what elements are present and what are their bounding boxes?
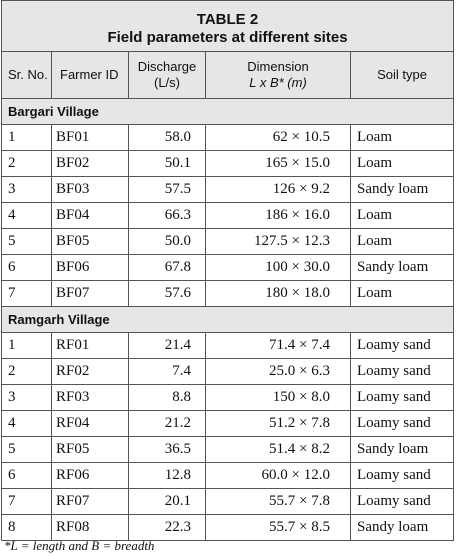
cell-discharge: 21.4	[129, 333, 206, 359]
cell-dimension: 71.4 × 7.4	[206, 333, 351, 359]
table-container	[1, 0, 453, 541]
cell-soil-type: Loamy sand	[351, 385, 454, 411]
table-footnote: *L = length and B = breadth	[4, 538, 155, 553]
header-row	[2, 52, 454, 99]
table-row	[2, 281, 454, 307]
table-row	[2, 385, 454, 411]
cell-soil-type: Loam	[351, 281, 454, 307]
group-row	[2, 99, 454, 125]
cell-soil-type: Loamy sand	[351, 333, 454, 359]
cell-farmer-id: RF08	[52, 515, 129, 541]
cell-farmer-id: RF03	[52, 385, 129, 411]
table-row	[2, 203, 454, 229]
header-dimension-unit: L x B* (m)	[249, 75, 307, 90]
table-row	[2, 255, 454, 281]
group-row	[2, 307, 454, 333]
header-discharge	[129, 52, 206, 99]
header-farmer-id: Farmer ID	[52, 52, 129, 99]
cell-dimension: 55.7 × 8.5	[206, 515, 351, 541]
header-dimension	[206, 52, 351, 99]
cell-soil-type: Sandy loam	[351, 177, 454, 203]
cell-farmer-id: BF05	[52, 229, 129, 255]
cell-discharge: 12.8	[129, 463, 206, 489]
header-sr-no: Sr. No.	[2, 52, 52, 99]
cell-dimension: 60.0 × 12.0	[206, 463, 351, 489]
cell-discharge: 58.0	[129, 125, 206, 151]
cell-dimension: 25.0 × 6.3	[206, 359, 351, 385]
cell-farmer-id: BF01	[52, 125, 129, 151]
cell-discharge: 7.4	[129, 359, 206, 385]
cell-sr: 5	[2, 437, 52, 463]
table-row	[2, 333, 454, 359]
cell-soil-type: Loamy sand	[351, 463, 454, 489]
table-row	[2, 411, 454, 437]
cell-farmer-id: BF02	[52, 151, 129, 177]
table-label: TABLE 2	[196, 11, 259, 28]
cell-dimension: 150 × 8.0	[206, 385, 351, 411]
cell-discharge: 20.1	[129, 489, 206, 515]
cell-dimension: 126 × 9.2	[206, 177, 351, 203]
cell-soil-type: Loam	[351, 151, 454, 177]
cell-sr: 1	[2, 333, 52, 359]
cell-discharge: 57.6	[129, 281, 206, 307]
cell-discharge: 22.3	[129, 515, 206, 541]
cell-dimension: 180 × 18.0	[206, 281, 351, 307]
cell-soil-type: Sandy loam	[351, 255, 454, 281]
cell-sr: 4	[2, 203, 52, 229]
table-row	[2, 463, 454, 489]
cell-farmer-id: BF04	[52, 203, 129, 229]
table-row	[2, 515, 454, 541]
cell-sr: 2	[2, 151, 52, 177]
cell-sr: 4	[2, 411, 52, 437]
table-body	[2, 99, 454, 541]
field-parameters-table	[1, 0, 454, 541]
table-row	[2, 177, 454, 203]
cell-soil-type: Sandy loam	[351, 437, 454, 463]
cell-farmer-id: RF04	[52, 411, 129, 437]
cell-discharge: 50.1	[129, 151, 206, 177]
table-row	[2, 125, 454, 151]
cell-dimension: 55.7 × 7.8	[206, 489, 351, 515]
header-soil-type: Soil type	[351, 52, 454, 99]
header-discharge-label: Discharge	[137, 59, 197, 74]
cell-sr: 7	[2, 281, 52, 307]
cell-sr: 3	[2, 177, 52, 203]
cell-discharge: 50.0	[129, 229, 206, 255]
table-caption	[2, 1, 454, 52]
table-title: Field parameters at different sites	[107, 29, 348, 46]
cell-sr: 5	[2, 229, 52, 255]
group-name: Bargari Village	[2, 99, 454, 125]
cell-dimension: 186 × 16.0	[206, 203, 351, 229]
cell-farmer-id: BF03	[52, 177, 129, 203]
cell-discharge: 67.8	[129, 255, 206, 281]
group-name: Ramgarh Village	[2, 307, 454, 333]
table-row	[2, 151, 454, 177]
cell-discharge: 21.2	[129, 411, 206, 437]
cell-soil-type: Loamy sand	[351, 411, 454, 437]
cell-farmer-id: BF07	[52, 281, 129, 307]
cell-farmer-id: RF05	[52, 437, 129, 463]
cell-sr: 6	[2, 255, 52, 281]
header-discharge-unit: (L/s)	[154, 75, 180, 90]
cell-dimension: 100 × 30.0	[206, 255, 351, 281]
cell-sr: 6	[2, 463, 52, 489]
cell-farmer-id: BF06	[52, 255, 129, 281]
cell-farmer-id: RF01	[52, 333, 129, 359]
cell-sr: 3	[2, 385, 52, 411]
cell-sr: 8	[2, 515, 52, 541]
cell-soil-type: Loamy sand	[351, 359, 454, 385]
table-row	[2, 229, 454, 255]
cell-farmer-id: RF07	[52, 489, 129, 515]
cell-discharge: 66.3	[129, 203, 206, 229]
cell-dimension: 127.5 × 12.3	[206, 229, 351, 255]
cell-soil-type: Loam	[351, 125, 454, 151]
cell-soil-type: Loam	[351, 203, 454, 229]
cell-soil-type: Loamy sand	[351, 489, 454, 515]
table-row	[2, 489, 454, 515]
cell-dimension: 51.2 × 7.8	[206, 411, 351, 437]
cell-soil-type: Sandy loam	[351, 515, 454, 541]
header-dimension-label: Dimension	[247, 59, 309, 74]
cell-sr: 7	[2, 489, 52, 515]
cell-discharge: 8.8	[129, 385, 206, 411]
cell-discharge: 36.5	[129, 437, 206, 463]
cell-dimension: 165 × 15.0	[206, 151, 351, 177]
table-row	[2, 359, 454, 385]
cell-soil-type: Loam	[351, 229, 454, 255]
cell-discharge: 57.5	[129, 177, 206, 203]
cell-farmer-id: RF02	[52, 359, 129, 385]
table-row	[2, 437, 454, 463]
cell-farmer-id: RF06	[52, 463, 129, 489]
cell-dimension: 51.4 × 8.2	[206, 437, 351, 463]
cell-dimension: 62 × 10.5	[206, 125, 351, 151]
cell-sr: 2	[2, 359, 52, 385]
cell-sr: 1	[2, 125, 52, 151]
